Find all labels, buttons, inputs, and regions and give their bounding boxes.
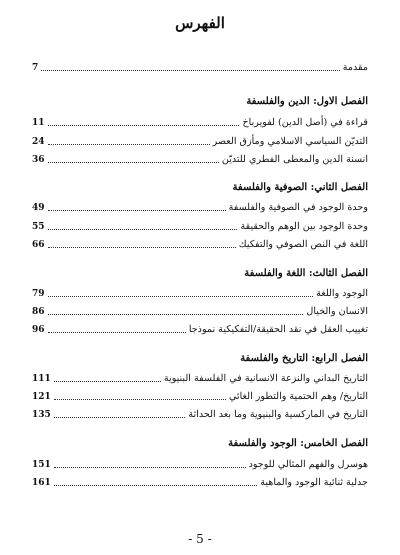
- chapter-heading: الفصل الاول: الدين والفلسفة: [246, 96, 368, 107]
- toc-entry-page: 135: [32, 410, 51, 420]
- toc-entry-label: جدلية ثنائية الوجود والماهية: [260, 477, 368, 488]
- toc-entry-label: التاريخ البداني والنزعة الانسانية في الفلسفة البنيوية: [163, 373, 368, 384]
- dot-leader: [48, 229, 238, 230]
- toc-entry: [32, 284, 368, 300]
- dot-leader: [48, 247, 236, 248]
- toc-entry-page: 79: [32, 289, 45, 299]
- toc-entry: [32, 235, 368, 251]
- toc-entry-page: 11: [32, 118, 45, 128]
- dot-leader: [48, 332, 186, 333]
- chapter-heading: الفصل الرابع: التاريخ والفلسفة: [240, 353, 368, 364]
- dot-leader: [54, 381, 161, 382]
- toc-entry-label: اللغة في النص الصوفي والتفكيك: [238, 239, 368, 250]
- toc-entry: [32, 455, 368, 471]
- dot-leader: [48, 314, 304, 315]
- toc-entry-label: التديّن السياسي الاسلامي ومأزق العصر: [212, 136, 368, 147]
- toc-entry: [32, 150, 368, 166]
- page-title: الفهرس: [175, 14, 225, 32]
- toc-entry-label: انسنة الدين والمعطى الفطري للتديّن: [221, 154, 368, 165]
- chapter-heading: الفصل الثالث: اللغة والفلسفة: [244, 268, 368, 279]
- toc-entry-label: التاريخ في الماركسية والبنيوية وما بعد الحداثة: [188, 409, 368, 420]
- toc-entry-page: 7: [32, 63, 39, 73]
- toc-entry: [32, 320, 368, 336]
- toc-entry-page: 66: [32, 240, 45, 250]
- toc-entry-label: تغييب العقل في نقد الحقيقة/التفكيكية نموذجا: [188, 324, 368, 335]
- toc-entry: [32, 132, 368, 148]
- toc-entry: [32, 473, 368, 489]
- dot-leader: [41, 70, 339, 71]
- dot-leader: [48, 210, 226, 211]
- toc-entry-page: 49: [32, 203, 45, 213]
- toc-entry-label: الانسان والخيال: [306, 306, 368, 317]
- toc-entry: [32, 369, 368, 385]
- toc-entry-label: وحدة الوجود بين الوهم والحقيقة: [240, 221, 368, 232]
- dot-leader: [48, 125, 240, 126]
- toc-entry-page: 86: [32, 307, 45, 317]
- toc-entry-label: قراءة في (أصل الدين) لفويرباخ: [242, 117, 368, 128]
- dot-leader: [48, 162, 219, 163]
- toc-entry-label: مقدمة: [342, 62, 368, 73]
- toc-entry-label: وحدة الوجود في الصوفية والفلسفة: [228, 202, 368, 213]
- toc-entry: [32, 198, 368, 214]
- toc-entry: [32, 302, 368, 318]
- toc-entry-label: الوجود واللغة: [316, 288, 368, 299]
- page-number: - 5 -: [188, 532, 212, 546]
- toc-entry-page: 96: [32, 325, 45, 335]
- toc-entry-page: 161: [32, 478, 51, 488]
- dot-leader: [54, 399, 226, 400]
- toc-entry-page: 151: [32, 460, 51, 470]
- toc-entry-intro: [32, 58, 368, 74]
- dot-leader: [54, 417, 186, 418]
- dot-leader: [48, 296, 314, 297]
- toc-entry: [32, 113, 368, 129]
- toc-entry-page: 36: [32, 155, 45, 165]
- dot-leader: [54, 485, 257, 486]
- toc-entry-page: 24: [32, 137, 45, 147]
- toc-entry: [32, 217, 368, 233]
- toc-entry-page: 121: [32, 392, 51, 402]
- toc-entry-page: 55: [32, 222, 45, 232]
- chapter-heading: الفصل الخامس: الوجود والفلسفة: [228, 438, 368, 449]
- toc-entry: [32, 405, 368, 421]
- toc-entry-page: 111: [32, 374, 51, 384]
- toc-entry-label: التاريخ/ وهم الحتمية والتطور الغائي: [228, 391, 368, 402]
- dot-leader: [48, 144, 210, 145]
- toc-entry-label: هوسرل والفهم المثالي للوجود: [248, 459, 368, 470]
- toc-entry: [32, 387, 368, 403]
- dot-leader: [54, 467, 246, 468]
- chapter-heading: الفصل الثاني: الصوفية والفلسفة: [232, 182, 368, 193]
